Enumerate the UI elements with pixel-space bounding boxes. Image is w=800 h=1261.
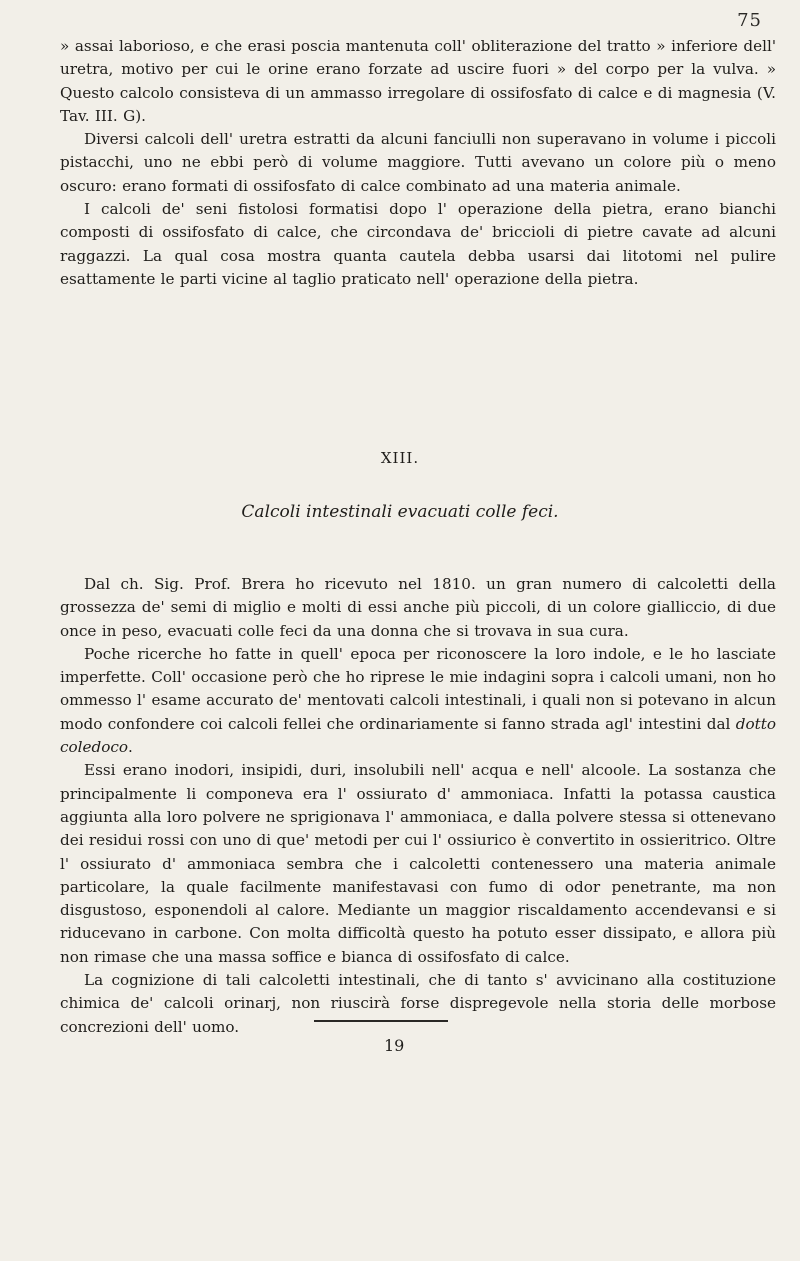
paragraph-brera: Dal ch. Sig. Prof. Brera ho ricevuto nel 1810. un gran numero di calcoletti della grossezza de' semi di miglio e molti di essi anche più piccoli, di un colore gialliccio, di due once in peso, evacuati colle feci da una donna che si trovava in sua cura. <box>60 575 776 640</box>
paragraph-continuation: » assai laborioso, e che erasi poscia mantenuta coll' obliterazione del tratto » inferiore dell' uretra, motivo per cui le orine erano forzate ad uscire fuori » del corpo per la vulva. » Questo calcolo consisteva di un ammasso irregolare di ossifosfato di calce e di magnesia (V. Tav. III. G). <box>60 37 776 125</box>
page-number: 75 <box>737 10 762 31</box>
paragraph-cognizione: La cognizione di tali calcoletti intestinali, che di tanto s' avvicinano alla costituzione chimica de' calcoli orinarj, non riuscirà forse dispregevole nella storia delle morbose concrezioni dell' uomo. <box>60 971 776 1036</box>
paragraph-uretra: Diversi calcoli dell' uretra estratti da alcuni fanciulli non superavano in volume i piccoli pistacchi, uno ne ebbi però di volume maggiore. Tutti avevano un colore più o meno oscuro: erano formati di ossifosfato di calce combinato ad una materia animale. <box>60 130 776 195</box>
paragraph-seni-fistolosi: I calcoli de' seni fistolosi formatisi dopo l' operazione della pietra, erano bianchi composti di ossifosfato di calce, che circondava de' briccioli di pietre cavate ad alcuni raggazzi. La qual cosa mostra quanta cautela debba usarsi dai litotomi nel pulire esattamente le parti vicine al taglio praticato nell' operazione della pietra. <box>60 200 776 288</box>
italic-phrase: dotto coledoco <box>60 714 776 757</box>
bottom-text-block <box>60 573 776 1039</box>
paragraph-essi: Essi erano inodori, insipidi, duri, insolubili nell' acqua e nell' alcoole. La sostanza che principalmente li componeva era l' ossiurato d' ammoniaca. Infatti la potassa caustica aggiunta alla loro polvere ne sprigionava l' ammoniaca, e dalla polvere stessa si ottenevano dei residui rossi con uno di que' metodi per cui l' ossiurico è convertito in ossieritrico. Oltre l' ossiurato d' ammoniaca sembra che i calcoletti contenessero una materia animale particolare, la quale facilmente manifestavasi con fumo di odor penetrante, ma non disgustoso, esponendoli al calore. Mediante un maggior riscaldamento accendevansi e si riducevano in carbone. Con molta difficoltà questo ha potuto esser dissipato, e allora più non rimase che una massa soffice e bianca di ossifosfato di calce. <box>60 761 776 966</box>
section-title: Calcoli intestinali evacuati colle feci. <box>241 502 559 522</box>
divider-rule <box>314 1020 448 1022</box>
signature-mark: 19 <box>384 1036 405 1055</box>
paragraph-ricerche: Poche ricerche ho fatte in quell' epoca per riconoscere la loro indole, e le ho lasciate imperfette. Coll' occasione però che ho riprese le mie indagini sopra i calcoli umani, non ho ommesso l' esame accurato de' mentovati calcoli intestinali, i quali non si potevano in alcun modo confondere coi calcoli fellei che ordinariamente si fanno strada agl' intestini dal dotto coledoco. <box>60 644 776 757</box>
section-number: XIII. <box>380 449 420 467</box>
top-text-block <box>60 35 776 291</box>
paragraph-ricerche-text: Poche ricerche ho fatte in quell' epoca per riconoscere la loro indole, e le ho lasciate imperfette. Coll' occasione però che ho riprese le mie indagini sopra i calcoli umani, non ho ommesso l' esame accurato de' mentovati calcoli intestinali, i quali non si potevano in alcun modo confondere coi calcoli fellei che ordinariamente si fanno strada agl' intestini dal <box>60 644 776 733</box>
